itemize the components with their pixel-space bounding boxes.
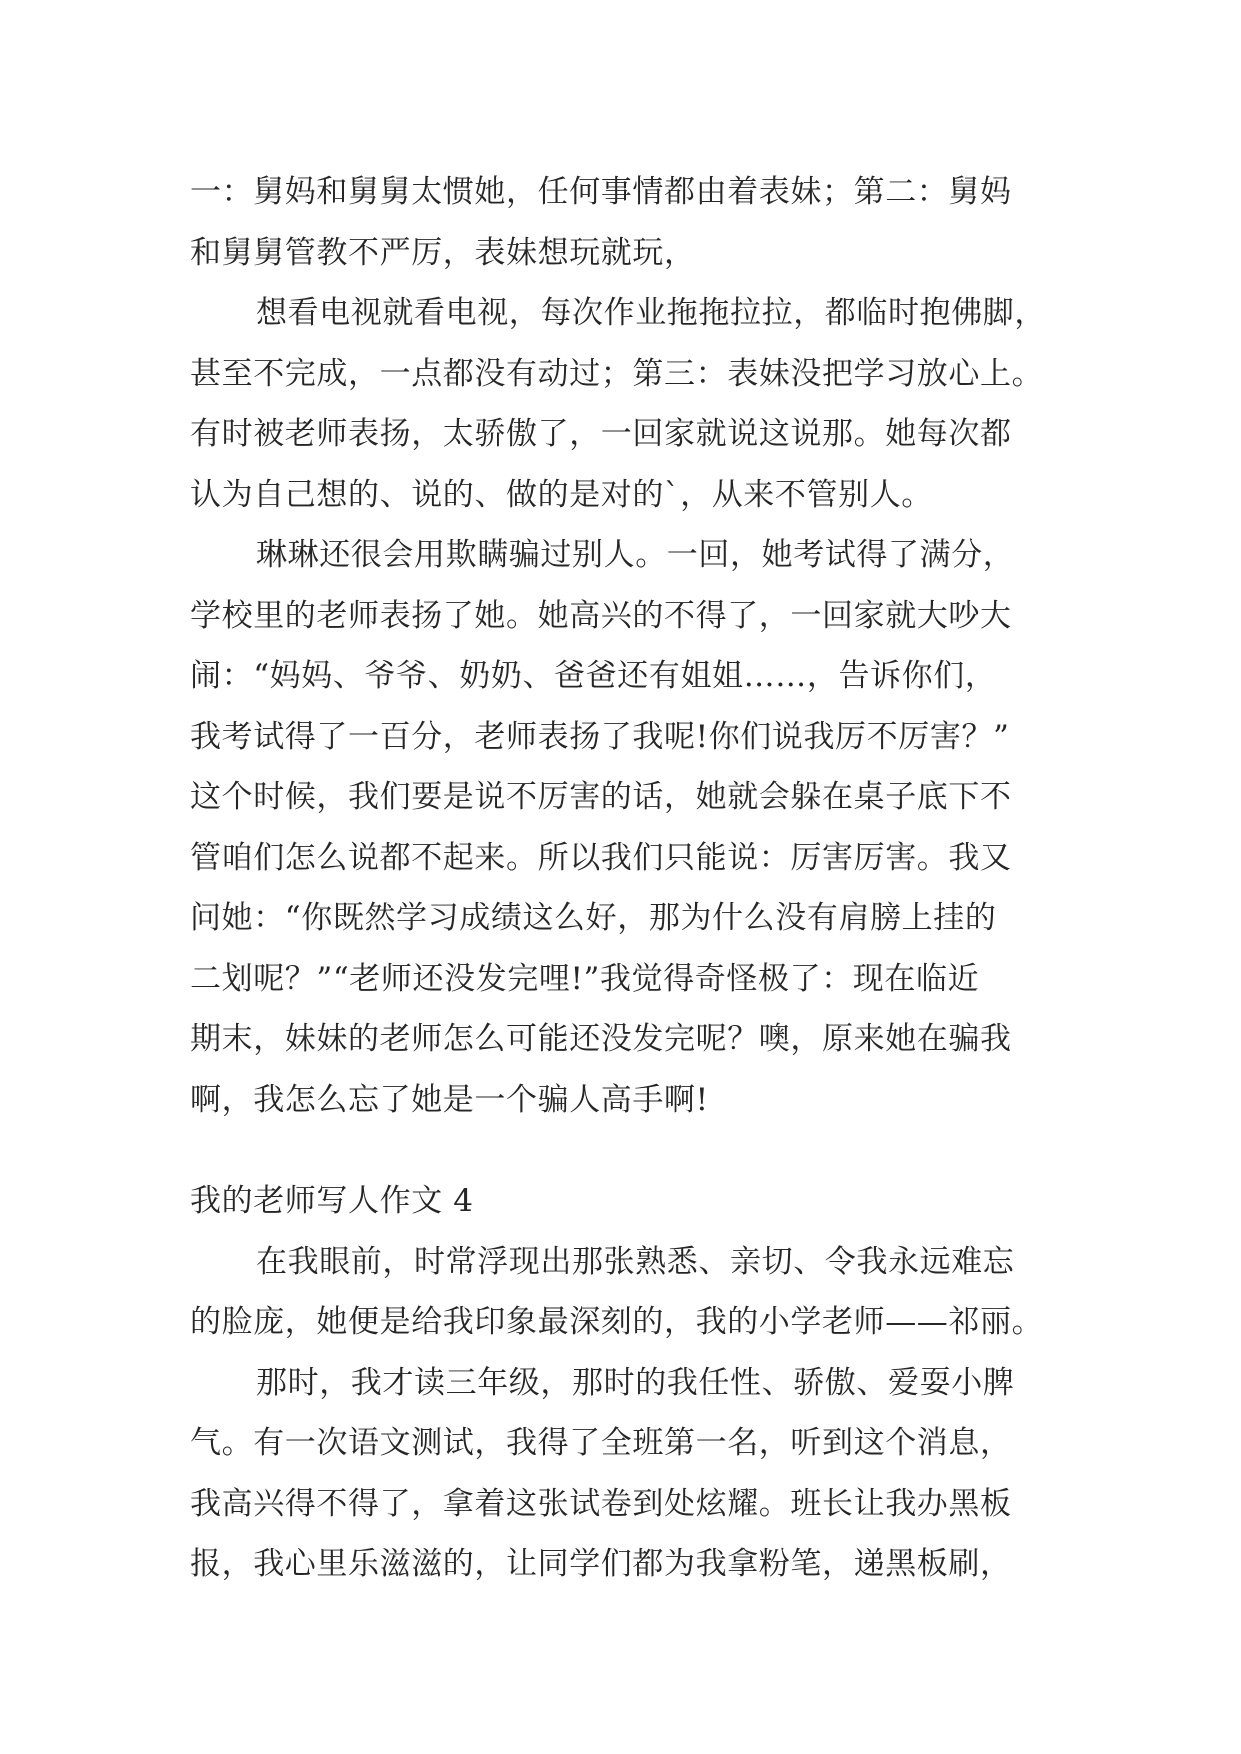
- text-line: 这个时候，我们要是说不厉害的话，她就会躲在桌子底下不: [190, 779, 1012, 815]
- text-line: 管咱们怎么说都不起来。所以我们只能说：厉害厉害。我又: [190, 839, 1012, 876]
- text-line: 二划呢？”“老师还没发完哩!”我觉得奇怪极了：现在临近: [190, 960, 980, 997]
- text-line: 的脸庞，她便是给我印象最深刻的，我的小学老师——祁丽。: [190, 1304, 1044, 1340]
- text-line: 我高兴得不得了，拿着这张试卷到处炫耀。班长让我办黑板: [190, 1485, 1012, 1522]
- section-title: 我的老师写人作文 4: [190, 1183, 474, 1219]
- paragraph-1: [190, 162, 1050, 283]
- document-body: [190, 162, 1050, 1595]
- text-line: 报，我心里乐滋滋的，让同学们都为我拿粉笔，递黑板刷，: [190, 1546, 1012, 1582]
- text-line: 想看电视就看电视，每次作业拖拖拉拉，都临时抱佛脚，: [256, 295, 1046, 331]
- text-line: 闹：“妈妈、爷爷、奶奶、爸爸还有姐姐……，告诉你们，: [190, 658, 997, 694]
- paragraph-5: [190, 1353, 1050, 1595]
- text-line: 在我眼前，时常浮现出那张熟悉、亲切、令我永远难忘: [256, 1243, 1015, 1280]
- text-line: 甚至不完成，一点都没有动过；第三：表妹没把学习放心上。: [190, 355, 1044, 392]
- text-line: 和舅舅管教不严厉，表妹想玩就玩，: [190, 234, 696, 271]
- paragraph-4: [190, 1232, 1050, 1353]
- text-line: 认为自己想的、说的、做的是对的`，从来不管别人。: [190, 476, 933, 513]
- text-line: 问她：“你既然学习成绩这么好，那为什么没有肩膀上挂的: [190, 900, 997, 936]
- text-line: 一：舅妈和舅舅太惯她，任何事情都由着表妹；第二：舅妈: [190, 174, 1012, 210]
- text-line: 琳琳还很会用欺瞒骗过别人。一回，她考试得了满分，: [256, 537, 1015, 573]
- text-line: 我考试得了一百分，老师表扬了我呢!你们说我厉不厉害？”: [190, 718, 1010, 755]
- text-line: 有时被老师表扬，太骄傲了，一回家就说这说那。她每次都: [190, 416, 1012, 452]
- text-line: 气。有一次语文测试，我得了全班第一名，听到这个消息，: [190, 1425, 1012, 1461]
- paragraph-2: [190, 283, 1050, 525]
- paragraph-3: [190, 525, 1050, 1130]
- text-line: 那时，我才读三年级，那时的我任性、骄傲、爱耍小脾: [256, 1364, 1015, 1401]
- text-line: 期末，妹妹的老师怎么可能还没发完呢？噢，原来她在骗我: [190, 1021, 1012, 1057]
- text-line: 学校里的老师表扬了她。她高兴的不得了，一回家就大吵大: [190, 597, 1012, 634]
- text-line: 啊，我怎么忘了她是一个骗人高手啊!: [190, 1081, 709, 1118]
